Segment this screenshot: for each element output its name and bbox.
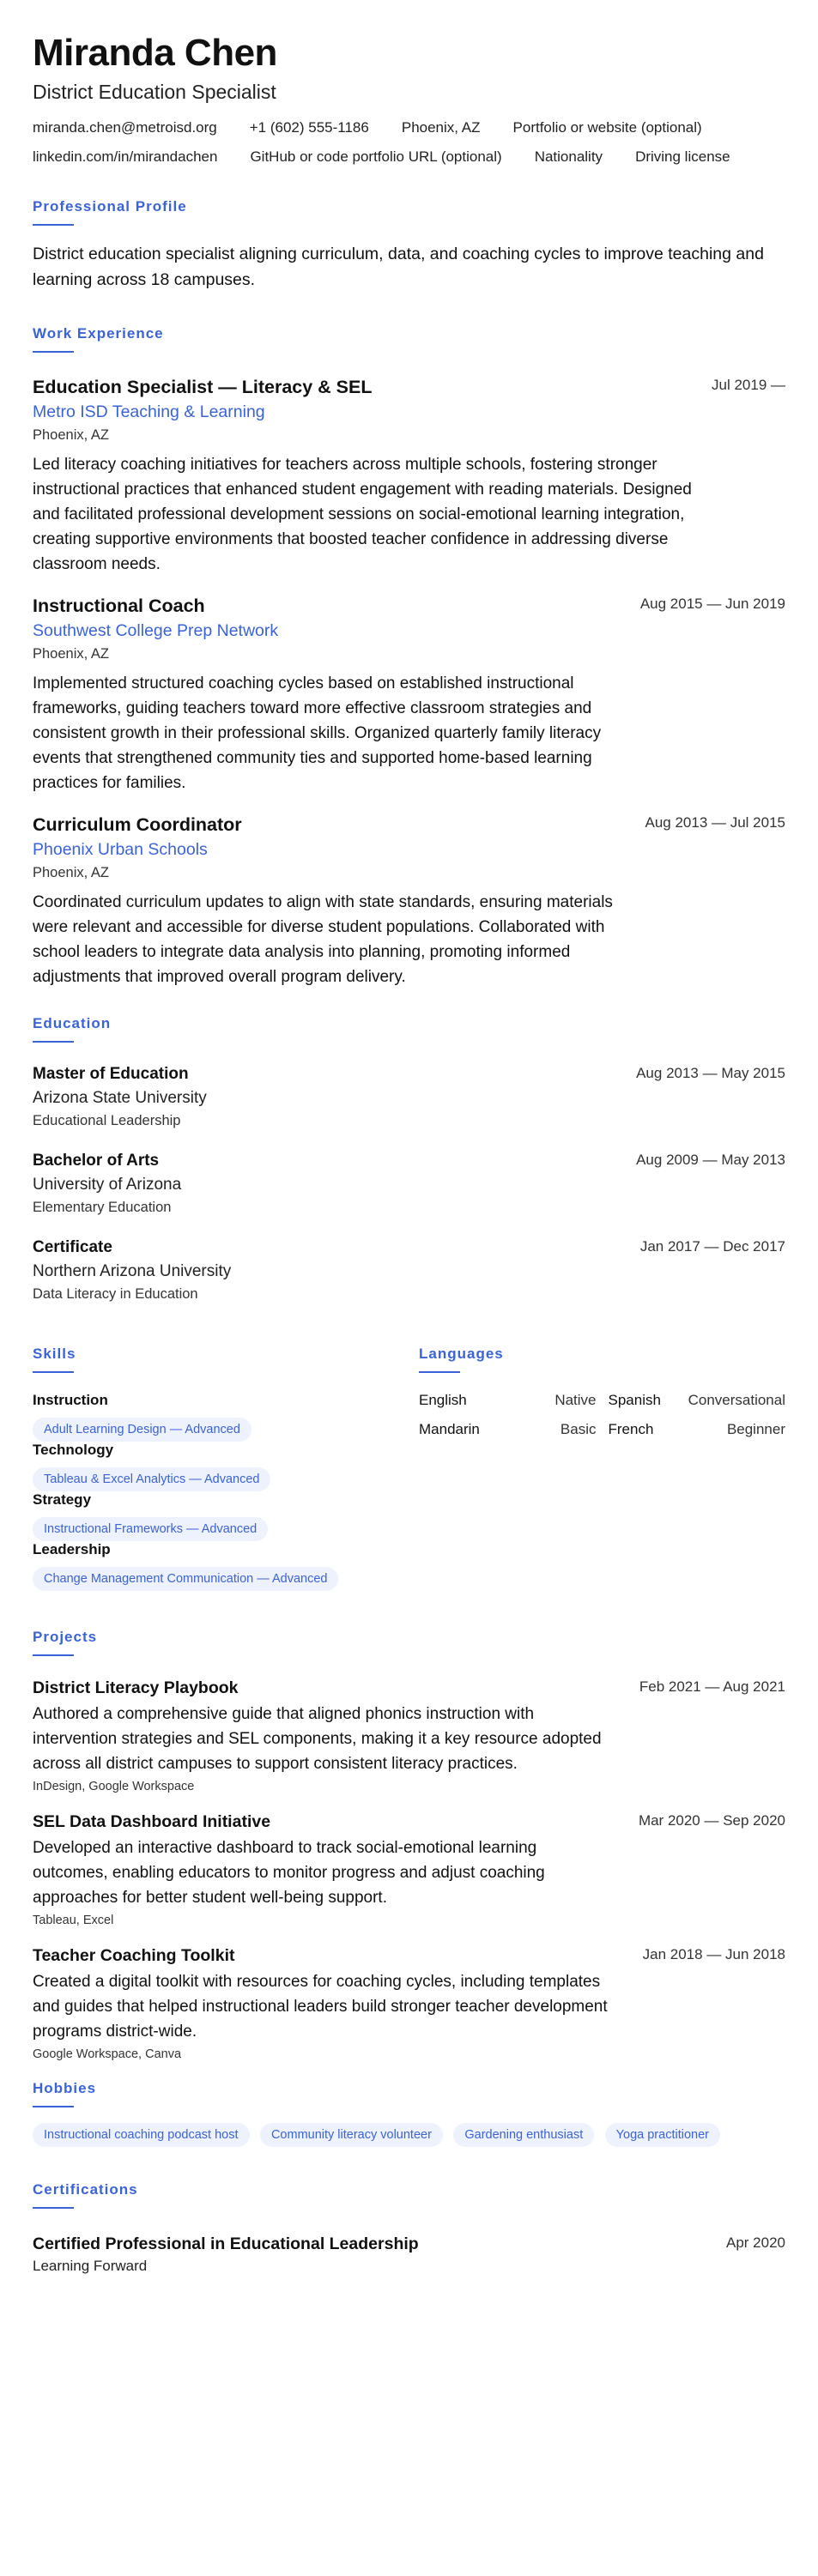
- language-name: Spanish: [608, 1392, 661, 1408]
- skill-chip: Change Management Communication — Advanced: [33, 1567, 338, 1591]
- project-description: Developed an interactive dashboard to track social-emotional learning outcomes, enabling educators to monitor progress and adjust coaching approaches for better student well-being support.: [33, 1839, 545, 1907]
- experience-section: [33, 325, 785, 989]
- certification-issuer: Learning Forward: [33, 2258, 148, 2274]
- section-heading-skills: Skills: [33, 1345, 76, 1362]
- project-tools: InDesign, Google Workspace: [33, 1780, 195, 1793]
- certification-date: Apr 2020: [726, 2234, 785, 2251]
- certification-entry: [33, 2234, 785, 2275]
- contact-phone[interactable]: +1 (602) 555-1186: [249, 119, 369, 136]
- language-level: Native: [554, 1392, 597, 1408]
- certification-name: Certified Professional in Educational Leadership: [33, 2234, 419, 2253]
- language-name: French: [608, 1421, 654, 1437]
- job-dates: Aug 2015 — Jun 2019: [639, 596, 785, 612]
- contact-github[interactable]: GitHub or code portfolio URL (optional): [250, 148, 502, 165]
- job-organization: Metro ISD Teaching & Learning: [33, 402, 265, 421]
- resume-header: [33, 31, 785, 178]
- education-dates: Jan 2017 — Dec 2017: [639, 1238, 785, 1255]
- contact-nationality: Nationality: [534, 148, 603, 165]
- job-entry: [33, 813, 785, 989]
- language-item: [419, 1421, 597, 1438]
- skill-category: [33, 1491, 402, 1541]
- project-entry: [33, 1946, 785, 2061]
- section-divider: [33, 1041, 74, 1043]
- section-heading-certifications: Certifications: [33, 2181, 138, 2198]
- candidate-name: Miranda Chen: [33, 32, 277, 74]
- project-title: SEL Data Dashboard Initiative: [33, 1812, 271, 1831]
- project-title: Teacher Coaching Toolkit: [33, 1946, 235, 1965]
- contact-location: Phoenix, AZ: [401, 119, 481, 136]
- section-divider: [33, 2106, 74, 2107]
- skill-category: [33, 1541, 402, 1591]
- hobbies-section: [33, 2080, 785, 2147]
- education-entry: [33, 1238, 785, 1303]
- job-location: Phoenix, AZ: [33, 427, 109, 443]
- language-item: [609, 1421, 786, 1438]
- candidate-title: District Education Specialist: [33, 81, 276, 103]
- education-school: Northern Arizona University: [33, 1262, 232, 1280]
- projects-section: [33, 1629, 785, 2061]
- language-level: Conversational: [688, 1392, 785, 1408]
- project-dates: Mar 2020 — Sep 2020: [638, 1812, 785, 1829]
- skills-languages-row: [33, 1325, 785, 1591]
- language-item: [609, 1392, 786, 1409]
- job-entry: [33, 594, 785, 795]
- job-entry: [33, 375, 785, 577]
- contact-portfolio[interactable]: Portfolio or website (optional): [512, 119, 702, 136]
- education-school: Arizona State University: [33, 1089, 207, 1107]
- education-degree: Bachelor of Arts: [33, 1152, 160, 1170]
- section-divider: [33, 224, 74, 226]
- language-name: Mandarin: [419, 1421, 480, 1437]
- skill-category: [33, 1392, 402, 1442]
- project-dates: Feb 2021 — Aug 2021: [639, 1678, 785, 1695]
- education-entry: [33, 1065, 785, 1129]
- section-divider: [419, 1371, 460, 1373]
- section-heading-projects: Projects: [33, 1629, 98, 1645]
- job-organization: Southwest College Prep Network: [33, 621, 279, 640]
- education-degree: Certificate: [33, 1238, 112, 1256]
- language-name: English: [419, 1392, 467, 1408]
- language-item: [419, 1392, 597, 1409]
- job-dates: Jul 2019 —: [712, 377, 785, 393]
- skill-category-name: Technology: [33, 1442, 114, 1458]
- skills-section: [33, 1325, 402, 1591]
- language-level: Beginner: [726, 1421, 785, 1437]
- profile-summary: District education specialist aligning curriculum, data, and coaching cycles to improve teaching and learning across 18 campuses.: [33, 245, 764, 289]
- education-dates: Aug 2013 — May 2015: [636, 1065, 785, 1081]
- project-description: Created a digital toolkit with resources for coaching cycles, including templates and guides that helped instructional leaders build stronger teacher development programs district-wide.: [33, 1973, 608, 2041]
- job-description: Coordinated curriculum updates to align with state standards, ensuring materials were relevant and accessible for diverse student populations. Collaborated with school leaders to integrate data analysis into planning, promoting informed adjustments that improved overall program delivery.: [33, 893, 613, 986]
- skill-category-name: Strategy: [33, 1491, 92, 1508]
- education-dates: Aug 2009 — May 2013: [636, 1152, 785, 1168]
- hobby-list: [33, 2114, 785, 2147]
- job-description: Implemented structured coaching cycles based on established instructional frameworks, guiding teachers toward more effective classroom strategies and consistent growth in their professional skills. Organized quarterly family literacy events that strengthened community ties and supported home-based learning practices for families.: [33, 674, 602, 792]
- job-title: Curriculum Coordinator: [33, 814, 242, 835]
- hobby-chip: Instructional coaching podcast host: [33, 2123, 250, 2147]
- languages-section: [419, 1325, 785, 1591]
- language-list: [419, 1392, 785, 1438]
- skill-category-name: Instruction: [33, 1392, 108, 1408]
- education-field: Elementary Education: [33, 1200, 172, 1215]
- project-description: Authored a comprehensive guide that aligned phonics instruction with intervention strategies and SEL components, making it a key resource adopted across all district campuses to support consistent literacy practices.: [33, 1705, 602, 1773]
- section-heading-profile: Professional Profile: [33, 198, 187, 215]
- job-organization: Phoenix Urban Schools: [33, 840, 208, 859]
- skill-chip: Instructional Frameworks — Advanced: [33, 1517, 268, 1541]
- section-divider: [33, 1654, 74, 1656]
- job-location: Phoenix, AZ: [33, 865, 109, 880]
- project-title: District Literacy Playbook: [33, 1678, 239, 1697]
- education-field: Educational Leadership: [33, 1113, 181, 1128]
- education-degree: Master of Education: [33, 1065, 189, 1083]
- skill-category: [33, 1442, 402, 1491]
- language-level: Basic: [560, 1421, 597, 1437]
- education-section: [33, 1015, 785, 1303]
- section-heading-languages: Languages: [419, 1345, 504, 1362]
- contact-linkedin[interactable]: linkedin.com/in/mirandachen: [33, 148, 218, 165]
- education-field: Data Literacy in Education: [33, 1286, 198, 1302]
- job-title: Education Specialist — Literacy & SEL: [33, 377, 373, 397]
- education-entry: [33, 1152, 785, 1216]
- job-dates: Aug 2013 — Jul 2015: [645, 814, 785, 831]
- hobby-chip: Community literacy volunteer: [260, 2123, 443, 2147]
- project-tools: Google Workspace, Canva: [33, 2047, 182, 2061]
- skill-category-name: Leadership: [33, 1541, 111, 1557]
- section-heading-experience: Work Experience: [33, 325, 164, 342]
- certifications-section: [33, 2181, 785, 2275]
- skill-chip: Tableau & Excel Analytics — Advanced: [33, 1467, 270, 1491]
- section-divider: [33, 2207, 74, 2209]
- contact-email[interactable]: miranda.chen@metroisd.org: [33, 119, 217, 136]
- project-entry: [33, 1812, 785, 1927]
- education-school: University of Arizona: [33, 1176, 182, 1194]
- project-tools: Tableau, Excel: [33, 1914, 114, 1927]
- job-location: Phoenix, AZ: [33, 646, 109, 662]
- section-heading-education: Education: [33, 1015, 112, 1031]
- job-description: Led literacy coaching initiatives for teachers across multiple schools, fostering stronger instructional practices that enhanced student engagement with reading materials. Designed and facilitated professional development sessions on social-emotional learning integration, creating supportive environments that boosted teacher confidence in addressing diverse classroom needs.: [33, 456, 692, 573]
- section-heading-hobbies: Hobbies: [33, 2080, 97, 2096]
- contact-driving-license: Driving license: [635, 148, 730, 165]
- project-dates: Jan 2018 — Jun 2018: [642, 1946, 785, 1962]
- skill-chip: Adult Learning Design — Advanced: [33, 1418, 251, 1442]
- contact-info: [33, 119, 785, 178]
- project-entry: [33, 1678, 785, 1793]
- hobby-chip: Yoga practitioner: [605, 2123, 720, 2147]
- section-divider: [33, 351, 74, 353]
- profile-section: [33, 198, 785, 293]
- job-title: Instructional Coach: [33, 596, 205, 616]
- hobby-chip: Gardening enthusiast: [453, 2123, 594, 2147]
- section-divider: [33, 1371, 74, 1373]
